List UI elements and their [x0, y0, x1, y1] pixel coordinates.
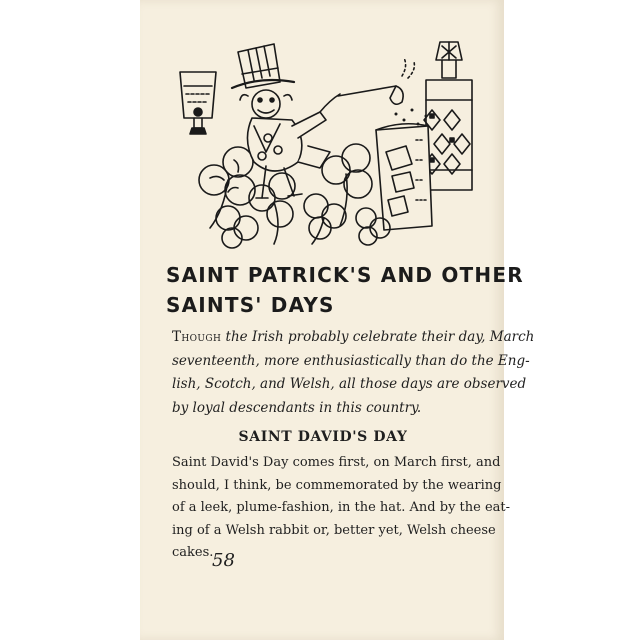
section-heading: SAINT DAVID'S DAY — [238, 429, 408, 445]
section-line-2: should, I think, be commemorated by the wearing — [172, 477, 502, 493]
saint-patrick-illustration — [170, 30, 480, 250]
chapter-heading-line-2: SAINTS' DAYS — [166, 293, 335, 317]
section-line-3: of a leek, plume-fashion, in the hat. And by the eat- — [172, 500, 511, 516]
intro-line-3: lish, Scotch, and Welsh, all those days are observed — [172, 376, 527, 393]
section-line-1: Saint David's Day comes first, on March first, and — [172, 455, 501, 470]
ice-bucket-icon — [376, 124, 432, 230]
intro-line-2: seventeenth, more enthusiastically than do the Eng- — [172, 352, 530, 369]
shamrock-icon — [304, 194, 346, 244]
chapter-heading-line-1: SAINT PATRICK'S AND OTHER — [166, 263, 524, 287]
page-number: 58 — [212, 550, 235, 571]
leprechaun-figure — [240, 90, 340, 198]
section-line-5: cakes. — [172, 545, 214, 561]
top-hat-icon — [232, 44, 294, 88]
intro-lead-word: Though — [172, 329, 222, 345]
pipe-icon — [338, 58, 414, 104]
shamrock-icon — [322, 144, 372, 226]
chapter-heading — [166, 260, 524, 320]
shamrock-icon — [216, 206, 258, 248]
glass-icon — [180, 72, 216, 134]
section-paragraph — [172, 452, 511, 565]
decanter-icon — [424, 42, 472, 190]
intro-line-1-text: the Irish probably celebrate their day, March — [221, 329, 535, 345]
section-line-4: ing of a Welsh rabbit or, better yet, Welsh cheese — [172, 522, 496, 538]
intro-line-1 — [172, 326, 535, 350]
intro-line-4: by loyal descendants in this country. — [172, 399, 422, 416]
intro-paragraph — [172, 326, 535, 420]
book-page — [140, 0, 535, 640]
